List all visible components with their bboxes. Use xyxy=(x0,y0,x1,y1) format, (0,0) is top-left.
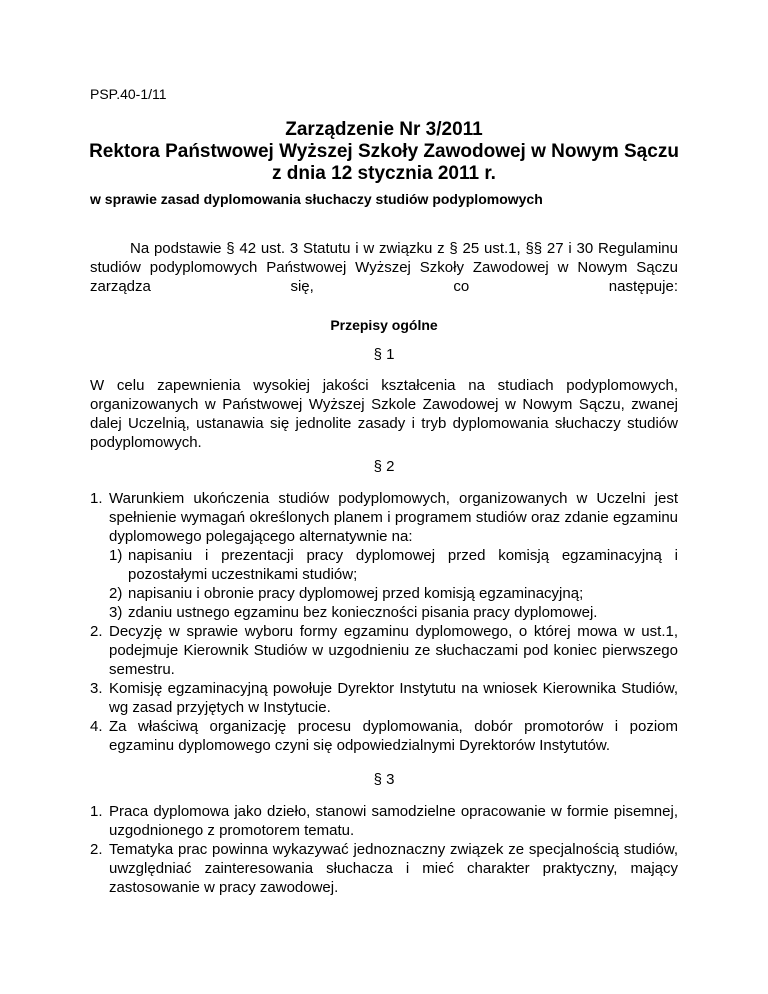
title-line-1: Zarządzenie Nr 3/2011 xyxy=(285,119,483,140)
sub-item-number: 1) xyxy=(109,547,123,564)
document-title xyxy=(60,119,708,185)
item-number: 2. xyxy=(90,841,103,858)
item-text: Tematyka prac powinna wykazywać jednoznaczny związek ze specjalnością studiów, uwzględniać zainteresowania słuchacza i mieć charakter praktyczny, mający zastosowanie w pracy zawodowej. xyxy=(109,841,678,896)
sub-list xyxy=(109,546,678,622)
item-text: Warunkiem ukończenia studiów podyplomowych, organizowanych w Uczelni jest spełnienie wymagań określonych planem i programem studiów oraz zdanie egzaminu dyplomowego polegającego alternatywnie na: xyxy=(109,490,678,545)
sub-list-item xyxy=(109,584,678,603)
document-subject: w sprawie zasad dyplomowania słuchaczy studiów podyplomowych xyxy=(90,191,543,207)
title-line-2: Rektora Państwowej Wyższej Szkoły Zawodowej w Nowym Sączu xyxy=(89,141,679,162)
paragraph-1-sign: § 1 xyxy=(373,346,395,363)
list-item xyxy=(90,679,678,717)
preamble-text: Na podstawie § 42 ust. 3 Statutu i w związku z § 25 ust.1, §§ 27 i 30 Regulaminu studiów podyplomowych Państwowej Wyższej Szkoły Zawodowej w Nowym Sączu zarządza się, co następuje: xyxy=(90,240,678,295)
sub-list-item xyxy=(109,603,678,622)
paragraph-3-sign: § 3 xyxy=(373,771,395,788)
title-line-3: z dnia 12 stycznia 2011 r. xyxy=(272,163,496,184)
section-heading: Przepisy ogólne xyxy=(330,317,438,333)
paragraph-2-list xyxy=(90,489,678,755)
list-item xyxy=(90,840,678,897)
document-reference: PSP.40-1/11 xyxy=(90,86,167,102)
item-text: Za właściwą organizację procesu dyplomowania, dobór promotorów i poziom egzaminu dyplomowego czyni się odpowiedzialnymi Dyrektorów Instytutów. xyxy=(109,718,678,754)
paragraph-1-text: W celu zapewnienia wysokiej jakości kształcenia na studiach podyplomowych, organizowanych w Państwowej Wyższej Szkole Zawodowej w Nowym Sączu, zwanej dalej Uczelnią, ustanawia się jednolite zasady i tryb dyplomowania słuchaczy studiów podyplomowych. xyxy=(90,377,678,451)
item-number: 4. xyxy=(90,718,103,735)
sub-item-text: napisaniu i obronie pracy dyplomowej przed komisją egzaminacyjną; xyxy=(128,585,584,602)
paragraph-2-sign: § 2 xyxy=(373,458,395,475)
list-item xyxy=(90,802,678,840)
item-text: Komisję egzaminacyjną powołuje Dyrektor Instytutu na wniosek Kierownika Studiów, wg zasad przyjętych w Instytucie. xyxy=(109,680,678,716)
item-number: 1. xyxy=(90,490,103,507)
sub-item-number: 2) xyxy=(109,585,123,602)
list-item xyxy=(90,489,678,622)
sub-item-text: zdaniu ustnego egzaminu bez konieczności pisania pracy dyplomowej. xyxy=(128,604,598,621)
sub-item-number: 3) xyxy=(109,604,123,621)
item-number: 3. xyxy=(90,680,103,697)
preamble xyxy=(90,239,678,315)
item-number: 1. xyxy=(90,803,103,820)
item-number: 2. xyxy=(90,623,103,640)
item-text: Praca dyplomowa jako dzieło, stanowi samodzielne opracowanie w formie pisemnej, uzgodnionego z promotorem tematu. xyxy=(109,803,678,839)
paragraph-3-list xyxy=(90,802,678,897)
list-item xyxy=(90,622,678,679)
sub-list-item xyxy=(109,546,678,584)
list-item xyxy=(90,717,678,755)
item-text: Decyzję w sprawie wyboru formy egzaminu dyplomowego, o której mowa w ust.1, podejmuje Kierownik Studiów w uzgodnieniu ze słuchaczami pod koniec pierwszego semestru. xyxy=(109,623,678,678)
sub-item-text: napisaniu i prezentacji pracy dyplomowej przed komisją egzaminacyjną i pozostałymi uczestnikami studiów; xyxy=(128,547,678,583)
